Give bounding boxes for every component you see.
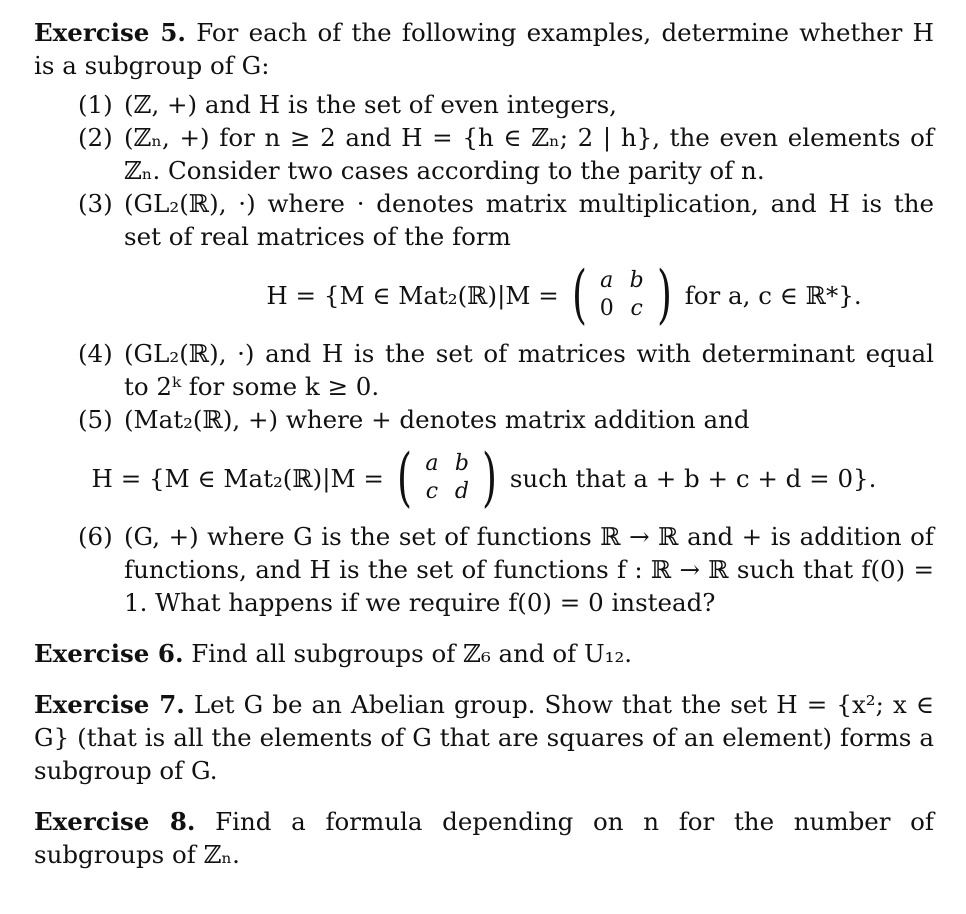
exercise-5-heading: Exercise 5. [34, 18, 186, 47]
exercise-8 [34, 805, 934, 871]
exercise-7 [34, 688, 934, 787]
exercise-6-heading: Exercise 6. [34, 639, 184, 668]
exercise-5-list [34, 88, 934, 619]
display-equation-5 [34, 441, 934, 515]
list-item [34, 88, 934, 121]
item-number: (5) [78, 405, 113, 434]
exercise-8-text: Find a formula depending on n for the number of subgroups of ℤₙ. [34, 807, 934, 869]
item-number: (1) [78, 90, 113, 119]
item-number: (4) [78, 339, 113, 368]
matrix [567, 258, 677, 332]
matrix-entry: 0 [599, 296, 614, 321]
exercise-8-heading: Exercise 8. [34, 807, 196, 836]
left-paren-icon: ( [571, 258, 587, 332]
exercise-6 [34, 637, 934, 670]
display-equation-3 [124, 258, 934, 332]
list-item [34, 187, 934, 332]
item-number: (6) [78, 522, 113, 551]
exercise-6-text: Find all subgroups of ℤ₆ and of U₁₂. [191, 639, 633, 668]
item-number: (3) [78, 189, 113, 218]
exercise-5-intro [34, 16, 934, 82]
matrix-entry: b [629, 268, 644, 293]
item-text: (GL₂(ℝ), ·) and H is the set of matrices with determinant equal to 2ᵏ for some k ≥ 0. [124, 339, 934, 401]
item-text: (ℤ, +) and H is the set of even integers, [124, 90, 617, 119]
equation-rhs: such that a + b + c + d = 0}. [509, 463, 877, 493]
matrix-entries [592, 267, 652, 323]
equation-lhs: H = {M ∈ Mat₂(ℝ)|M = [266, 280, 559, 310]
item-text: (Mat₂(ℝ), +) where + denotes matrix addition and [124, 405, 750, 434]
left-paren-icon: ( [396, 441, 412, 515]
list-item [34, 520, 934, 619]
exercise-7-heading: Exercise 7. [34, 690, 185, 719]
matrix [392, 441, 502, 515]
matrix-entry: c [425, 479, 439, 504]
matrix-entry: d [454, 479, 469, 504]
matrix-entry: b [454, 451, 469, 476]
matrix-entry: c [630, 296, 643, 321]
item-text: (GL₂(ℝ), ·) where · denotes matrix multiplication, and H is the set of real matrices of the form [124, 189, 934, 251]
item-text: (G, +) where G is the set of functions ℝ → ℝ and + is addition of functions, and H is the set of functions f : ℝ → ℝ such that f(0) = 1. What happens if we require f(0) = 0 instead? [124, 522, 934, 617]
item-text: (ℤₙ, +) for n ≥ 2 and H = {h ∈ ℤₙ; 2 | h}, the even elements of ℤₙ. Consider two cases according to the parity of n. [124, 123, 934, 185]
right-paren-icon: ) [656, 258, 672, 332]
list-item [34, 337, 934, 403]
right-paren-icon: ) [481, 441, 497, 515]
exercise-5-text: For each of the following examples, determine whether H is a subgroup of G: [34, 18, 934, 80]
matrix-entry: a [600, 268, 614, 293]
exercise-7-text: Let G be an Abelian group. Show that the set H = {x²; x ∈ G} (that is all the elements of G that are squares of an element) forms a subgroup of G. [34, 690, 934, 785]
equation-lhs: H = {M ∈ Mat₂(ℝ)|M = [91, 463, 384, 493]
list-item [34, 121, 934, 187]
matrix-entries [417, 450, 477, 506]
equation-rhs: for a, c ∈ ℝ*}. [684, 280, 862, 310]
list-item [34, 403, 934, 515]
item-number: (2) [78, 123, 113, 152]
matrix-entry: a [425, 451, 439, 476]
